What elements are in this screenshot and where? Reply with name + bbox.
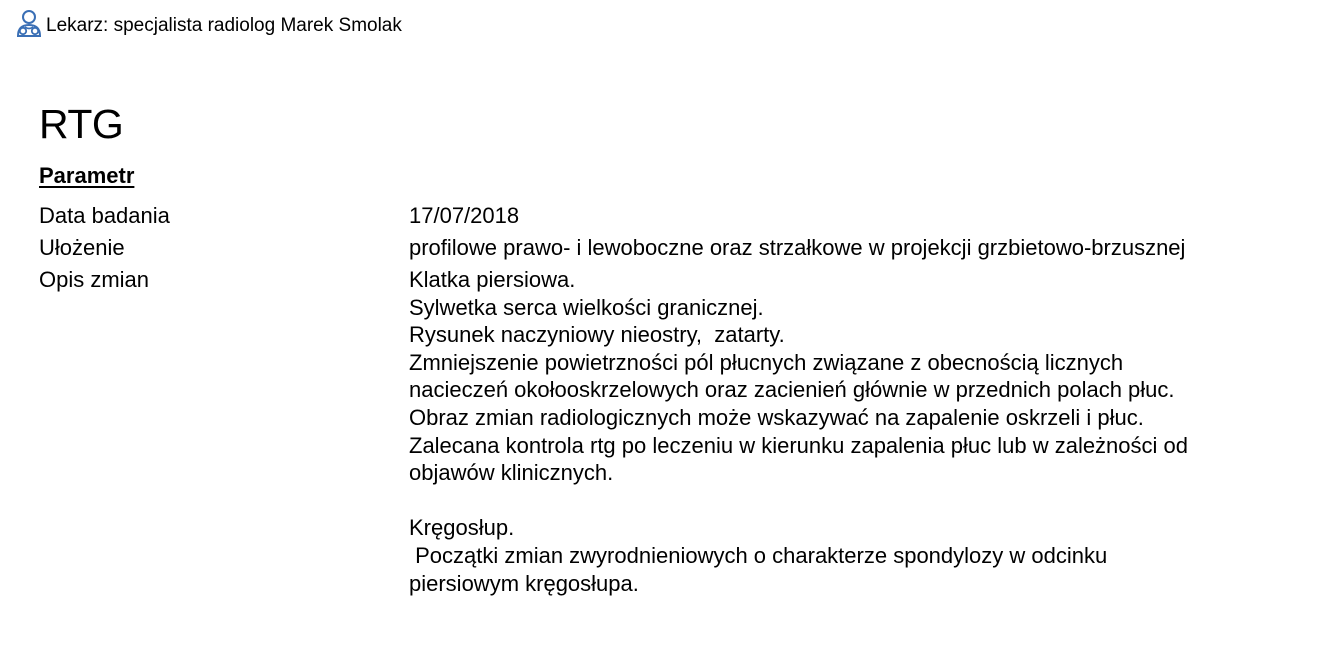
param-value-description: [409, 264, 1309, 597]
param-label-description: Opis zmian: [39, 267, 150, 292]
param-row-description: [39, 264, 1309, 597]
doctor-person-icon: [13, 8, 45, 38]
param-header: Parametr: [39, 163, 135, 188]
description-line: Klatka piersiowa.: [409, 267, 576, 292]
param-value-position: profilowe prawo- i lewoboczne oraz strzałkowe w projekcji grzbietowo-brzusznej: [409, 235, 1186, 260]
section-title: RTG: [39, 101, 124, 147]
description-line: piersiowym kręgosłupa.: [409, 570, 639, 596]
param-row-position: [39, 232, 1309, 264]
description-line: Rysunek naczyniowy nieostry, zatarty.: [409, 322, 785, 348]
description-line: Sylwetka serca wielkości granicznej.: [409, 294, 764, 320]
description-line: Zmniejszenie powietrzności pól płucnych związane z obecnością licznych: [409, 349, 1124, 375]
param-value-date: 17/07/2018: [409, 203, 520, 228]
description-line: nacieczeń okołooskrzelowych oraz zacienień głównie w przednich polach płuc.: [409, 377, 1175, 403]
doctor-label: Lekarz: specjalista radiolog Marek Smolak: [46, 15, 402, 36]
param-label-position: Ułożenie: [39, 235, 125, 260]
param-row-date: [39, 200, 1309, 232]
description-blank-line: [409, 487, 1309, 515]
description-line: Początki zmian zwyrodnieniowych o charakterze spondylozy w odcinku: [409, 542, 1108, 568]
parameter-table: [39, 200, 1309, 597]
description-line: Kręgosłup.: [409, 515, 515, 541]
description-line: objawów klinicznych.: [409, 460, 614, 486]
description-line: Obraz zmian radiologicznych może wskazywać na zapalenie oskrzeli i płuc.: [409, 404, 1144, 430]
param-label-date: Data badania: [39, 203, 170, 228]
doctor-line: [13, 8, 402, 38]
description-line: Zalecana kontrola rtg po leczeniu w kierunku zapalenia płuc lub w zależności od: [409, 432, 1189, 458]
